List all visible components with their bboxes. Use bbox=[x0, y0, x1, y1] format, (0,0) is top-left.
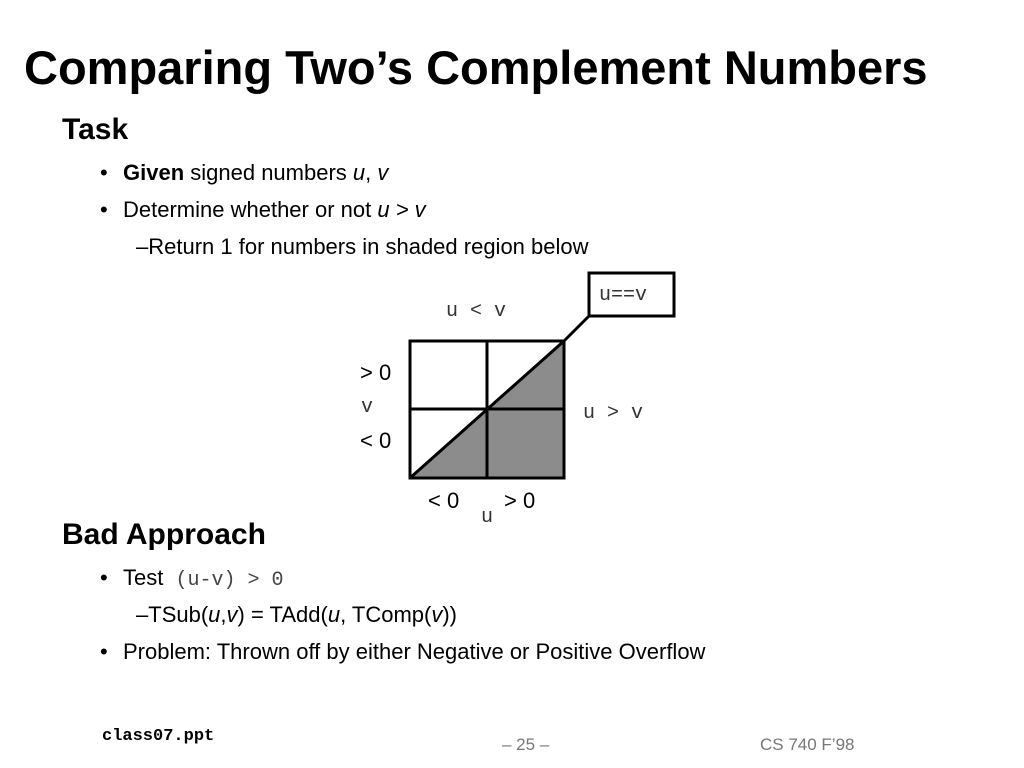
given-text: signed numbers bbox=[184, 160, 353, 185]
footer-course: CS 740 F’98 bbox=[760, 735, 855, 754]
tadd-mid: , TComp( bbox=[340, 602, 432, 627]
tsub-v: v bbox=[226, 602, 238, 627]
determine-expr: u > v bbox=[377, 197, 426, 222]
label-u-lt-v: u < v bbox=[446, 300, 507, 323]
bad-bullet-test bbox=[123, 565, 284, 592]
tsub-comma: , bbox=[220, 602, 227, 627]
tsub-post: )) bbox=[442, 602, 458, 627]
tcomp-v: v bbox=[431, 602, 443, 627]
comma: , bbox=[365, 160, 378, 185]
u-axis-name: u bbox=[481, 506, 494, 529]
v-axis-lt0: < 0 bbox=[360, 428, 392, 453]
u-axis-gt0: > 0 bbox=[504, 488, 536, 513]
footer-filename: class07.ppt bbox=[102, 727, 215, 746]
bad-subitem bbox=[136, 602, 457, 628]
tsub-pre: TSub( bbox=[148, 602, 209, 627]
tsub-mid: ) = TAdd( bbox=[237, 602, 328, 627]
dash: – bbox=[136, 234, 149, 259]
u-axis-lt0: < 0 bbox=[428, 488, 460, 513]
v-axis-name: v bbox=[361, 396, 374, 419]
bullet-dot: • bbox=[100, 565, 108, 590]
dash: – bbox=[136, 602, 149, 627]
slide-title: Comparing Two’s Complement Numbers bbox=[24, 41, 928, 94]
callout-leader-line bbox=[564, 315, 590, 341]
test-text: Test bbox=[123, 565, 170, 590]
tadd-u: u bbox=[327, 602, 341, 627]
var-u: u bbox=[352, 160, 366, 185]
tsub-u: u bbox=[208, 602, 221, 627]
task-heading: Task bbox=[62, 113, 129, 146]
task-subitem-text: Return 1 for numbers in shaded region below bbox=[148, 234, 589, 259]
footer-page-number: – 25 – bbox=[502, 735, 550, 754]
bullet-dot: • bbox=[100, 639, 108, 664]
test-code: (u-v) > 0 bbox=[175, 569, 284, 592]
var-v: v bbox=[377, 160, 389, 185]
bullet-dot: • bbox=[100, 197, 108, 222]
bullet-dot: • bbox=[100, 160, 108, 185]
label-u-eq-v: u==v bbox=[599, 284, 648, 307]
given-bold: Given bbox=[123, 160, 185, 185]
bad-bullet-problem: Problem: Thrown off by either Negative or Positive Overflow bbox=[123, 639, 706, 664]
bad-approach-heading: Bad Approach bbox=[62, 518, 266, 551]
v-axis-gt0: > 0 bbox=[360, 360, 392, 385]
label-u-gt-v: u > v bbox=[583, 402, 644, 425]
determine-text: Determine whether or not bbox=[123, 197, 378, 222]
